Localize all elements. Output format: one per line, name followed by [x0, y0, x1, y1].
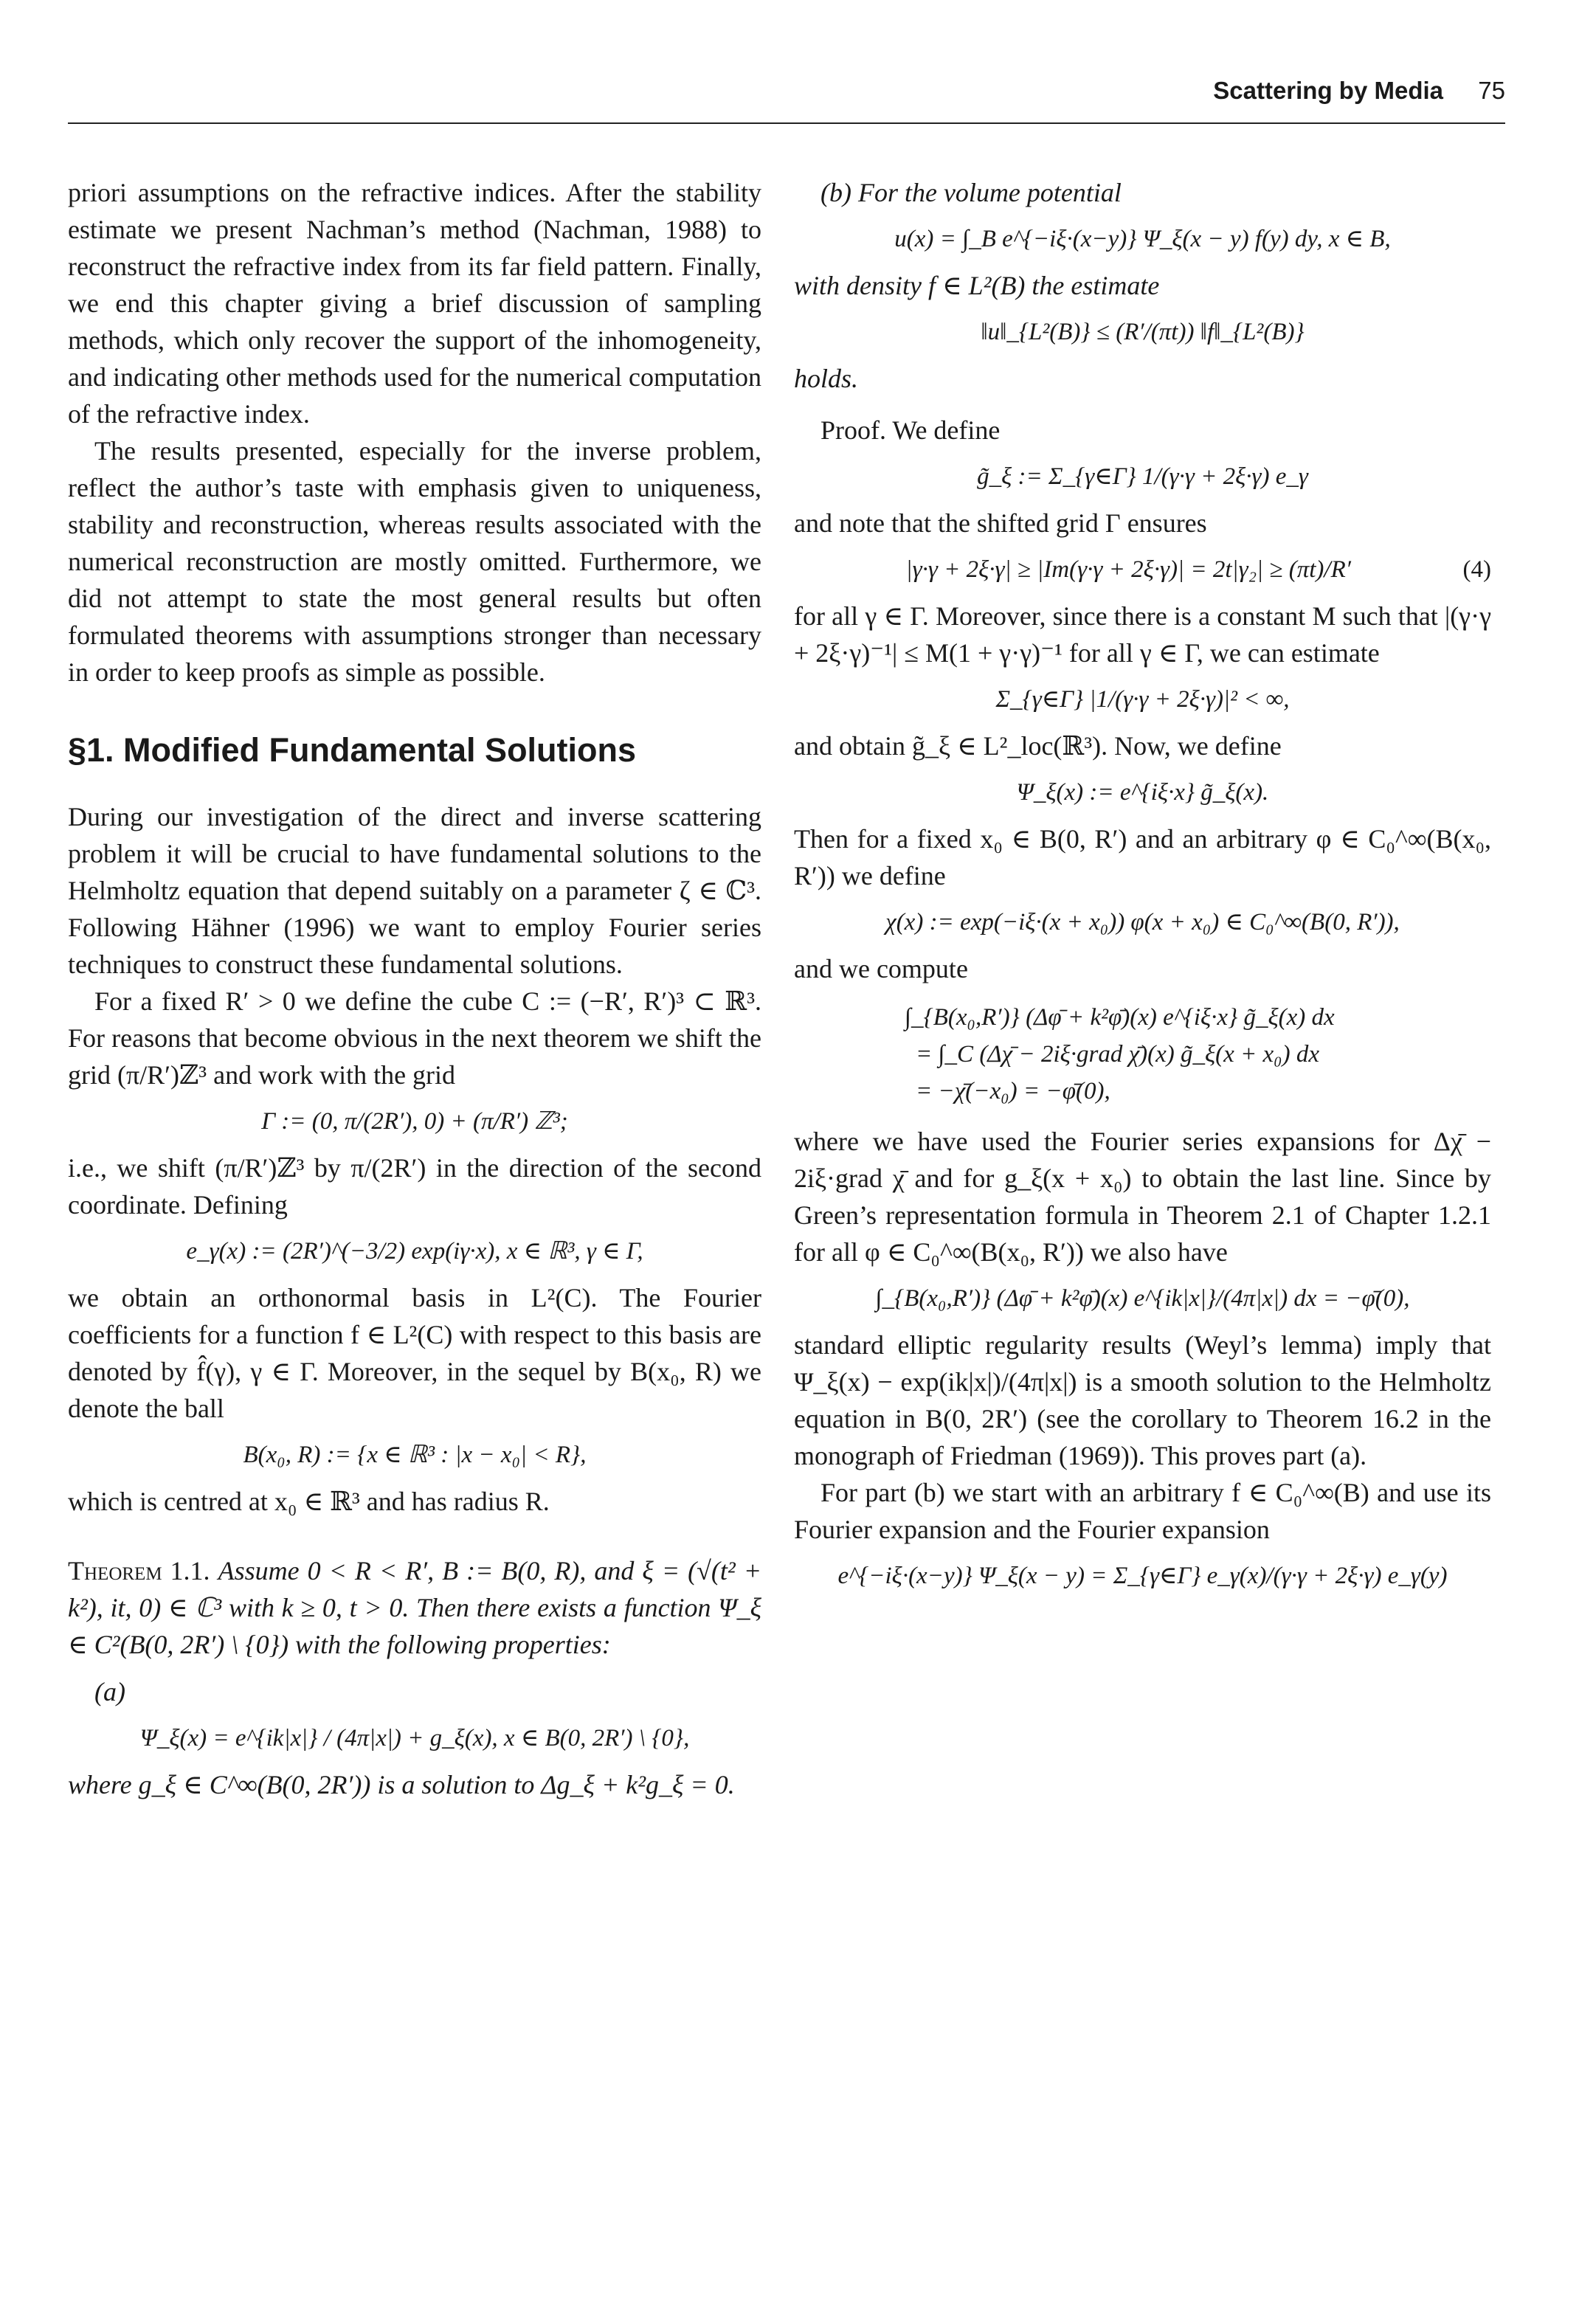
paragraph: priori assumptions on the refractive indices. After the stability estimate we present Nachman’s method (Nachman, 1988) to reconstruct the refractive index from its far field pattern. Finally, we end this chapter giving a brief discussion of sampling methods, which only recover the support of the inhomogeneity, and indicating other methods used for the numerical computation of the refractive index. [68, 178, 761, 429]
equation-volume-potential: u(x) = ∫_B e^{−iξ·(x−y)} Ψ_ξ(x − y) f(y) dy, x ∈ B, [894, 226, 1391, 252]
equation-line: = ∫_C (Δχ̄ − 2iξ·grad χ̄)(x) g̃_ξ(x + x₀) dx [916, 1041, 1320, 1068]
equation-g-tilde: g̃_ξ := Σ_{γ∈Γ} 1/(γ·γ + 2ξ·γ) e_γ [977, 463, 1308, 490]
paragraph: for all γ ∈ Γ. Moreover, since there is a constant M such that |(γ·γ + 2ξ·γ)⁻¹| ≤ M(1 + γ·γ)⁻¹ for all γ ∈ Γ, we can estimate [794, 601, 1491, 668]
paragraph: For part (b) we start with an arbitrary f ∈ C₀^∞(B) and use its Fourier expansion and the Fourier expansion [794, 1478, 1491, 1544]
equation-basis: e_γ(x) := (2R′)^(−3/2) exp(iγ·x), x ∈ ℝ³, γ ∈ Γ, [186, 1238, 643, 1265]
right-column [794, 174, 1491, 1604]
paragraph: For a fixed R′ > 0 we define the cube C := (−R′, R′)³ ⊂ ℝ³. For reasons that become obvious in the next theorem we shift the grid (π/R′)ℤ³ and work with the grid [68, 986, 761, 1090]
paragraph: The results presented, especially for the inverse problem, reflect the author’s taste with emphasis given to uniqueness, stability and reconstruction, whereas results associated with the numerical reconstruction are mostly omitted. Furthermore, we did not attempt to state the most general results but often formulated theorems with assumptions stronger than necessary in order to keep proofs as simple as possible. [68, 436, 761, 687]
paragraph: During our investigation of the direct and inverse scattering problem it will be crucial to have fundamental solutions to the Helmholtz equation that depend suitably on a parameter ζ ∈ ℂ³. Following Hähner (1996) we want to employ Fourier series techniques to construct these fundamental solutions. [68, 802, 761, 979]
equation-chi: χ(x) := exp(−iξ·(x + x₀)) φ(x + x₀) ∈ C₀^∞(B(0, R′)), [885, 909, 1400, 936]
paragraph: where g_ξ ∈ C^∞(B(0, 2R′)) is a solution to Δg_ξ + k²g_ξ = 0. [68, 1770, 735, 1799]
paragraph: and we compute [794, 954, 968, 983]
paragraph: and obtain g̃_ξ ∈ L²_loc(ℝ³). Now, we define [794, 731, 1282, 761]
equation-computation [794, 999, 1491, 1110]
equation-4-body: |γ·γ + 2ξ·γ| ≥ |Im(γ·γ + 2ξ·γ)| = 2t|γ₂| ≥ (πt)/R′ [905, 556, 1351, 583]
theorem-statement: Assume 0 < R < R′, B := B(0, R), and ξ = (√(t² + k²), it, 0) ∈ ℂ³ with k ≥ 0, t > 0. Then there exists a function Ψ_ξ ∈ C²(B(0, 2R′) \ {0}) with the following properties: [68, 1556, 762, 1659]
equation-psi: Ψ_ξ(x) = e^{ik|x|} / (4π|x|) + g_ξ(x), x ∈ B(0, 2R′) \ {0}, [139, 1725, 690, 1751]
equation-ball: B(x₀, R) := {x ∈ ℝ³ : |x − x₀| < R}, [243, 1442, 587, 1468]
equation-psi-def: Ψ_ξ(x) := e^{iξ·x} g̃_ξ(x). [1016, 779, 1269, 806]
paragraph: with density f ∈ L²(B) the estimate [794, 271, 1160, 300]
left-column [68, 174, 761, 1803]
page-number: 75 [1478, 77, 1505, 104]
paragraph: and note that the shifted grid Γ ensures [794, 508, 1207, 538]
equation-grid: Γ := (0, π/(2R′), 0) + (π/R′) ℤ³; [261, 1108, 568, 1135]
theorem-label: Theorem 1.1. [68, 1556, 210, 1585]
paragraph: Then for a fixed x₀ ∈ B(0, R′) and an arbitrary φ ∈ C₀^∞(B(x₀, R′)) we define [794, 824, 1491, 890]
equation-4 [794, 552, 1491, 587]
equation-green: ∫_{B(x₀,R′)} (Δφ̄ + k²φ̄)(x) e^{ik|x|}/(4π|x|) dx = −φ̄(0), [875, 1285, 1410, 1312]
paragraph: where we have used the Fourier series expansions for Δχ̄ − 2iξ·grad χ̄ and for g_ξ(x + x₀) to obtain the last line. Since by Green’s representation formula in Theorem 2.1 of Chapter 1.2.1 for all φ ∈ C₀^∞(B(x₀, R′)) we also have [794, 1127, 1491, 1267]
theorem [68, 1552, 761, 1663]
equation-line: ∫_{B(x₀,R′)} (Δφ̄ + k²φ̄)(x) e^{iξ·x} g̃_ξ(x) dx [905, 1004, 1335, 1031]
paragraph: standard elliptic regularity results (Weyl’s lemma) imply that Ψ_ξ(x) − exp(ik|x|)/(4π|x|) is a smooth solution to the Helmholtz equation in B(0, 2R′) (see the corollary to Theorem 16.2 in the monograph of Friedman (1969)). This proves part (a). [794, 1330, 1491, 1470]
equation-sum: Σ_{γ∈Γ} |1/(γ·γ + 2ξ·γ)|² < ∞, [995, 686, 1290, 713]
equation-number: (4) [1462, 556, 1491, 583]
part-label: (b) For the volume potential [820, 178, 1122, 207]
paragraph: holds. [794, 364, 859, 393]
paragraph: we obtain an orthonormal basis in L²(C). The Fourier coefficients for a function f ∈ L²(C) with respect to this basis are denoted by f̂(γ), γ ∈ Γ. Moreover, in the sequel by B(x₀, R) we denote the ball [68, 1283, 761, 1423]
equation-fourier-expansion: e^{−iξ·(x−y)} Ψ_ξ(x − y) = Σ_{γ∈Γ} e_γ(x)/(γ·γ + 2ξ·γ) e_γ(y) [837, 1563, 1448, 1589]
proof-start: Proof. We define [820, 415, 1001, 445]
equation-estimate: ‖u‖_{L²(B)} ≤ (R′/(πt)) ‖f‖_{L²(B)} [981, 319, 1305, 345]
paragraph: i.e., we shift (π/R′)ℤ³ by π/(2R′) in the direction of the second coordinate. Defining [68, 1153, 761, 1220]
equation-line: = −χ̄(−x₀) = −φ̄(0), [916, 1078, 1110, 1104]
part-label: (a) [94, 1677, 125, 1706]
paragraph: which is centred at x₀ ∈ ℝ³ and has radius R. [68, 1487, 550, 1516]
running-head: Scattering by Media [1213, 77, 1443, 104]
section-title: §1. Modified Fundamental Solutions [68, 731, 637, 769]
page-header [68, 71, 1505, 124]
